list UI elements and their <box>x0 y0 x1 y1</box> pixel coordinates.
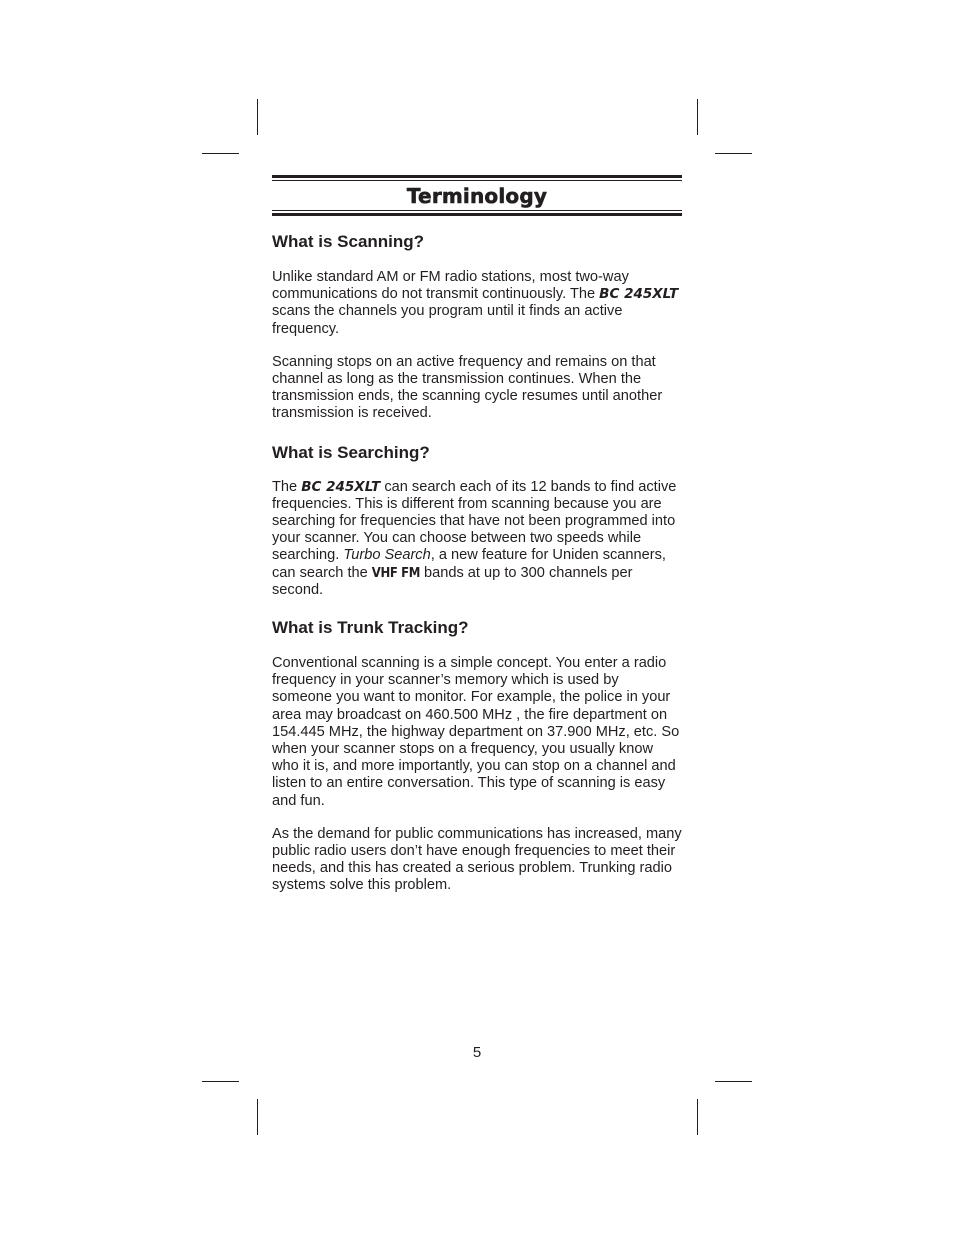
title-rule <box>272 180 682 181</box>
section-heading-scanning: What is Scanning? <box>272 232 425 251</box>
paragraph: Conventional scanning is a simple concept. You enter a radio frequency in your scanner’s memory which is used by someone you want to monitor. For example, the police in your area may broadcast on 460.500 MHz , the fire department on 154.445 MHz, the highway department on 37.900 MHz, etc. So when your scanner stops on a frequency, you usually know who it is, and more importantly, you can stop on a channel and listen to an entire conversation. This type of scanning is easy and fun. <box>272 655 680 809</box>
page-number: 5 <box>472 1044 482 1061</box>
paragraph <box>272 479 682 599</box>
model-name: BC 245XLT <box>301 478 381 495</box>
title-rule <box>272 213 682 216</box>
crop-mark <box>715 1081 752 1082</box>
text-run: can search each of its 12 bands to find active frequencies. This is different from scanning because you are searching for frequencies that have not been programmed into your scanner. You can choose between two speeds while searching. <box>272 478 677 564</box>
crop-mark <box>257 99 258 135</box>
section-heading-trunk-tracking: What is Trunk Tracking? <box>272 618 469 638</box>
text-run: The <box>272 478 302 495</box>
paragraph: Scanning stops on an active frequency and remains on that channel as long as the transmission continues. When the transmission ends, the scanning cycle resumes until another transmission is received. <box>272 353 663 422</box>
crop-mark <box>202 153 239 154</box>
crop-mark <box>202 1081 239 1082</box>
model-name: BC 245XLT <box>599 286 679 303</box>
paragraph <box>272 269 682 338</box>
text-run: scans the channels you program until it finds an active frequency. <box>272 303 623 337</box>
crop-mark <box>257 1099 258 1135</box>
feature-name: Turbo Search <box>343 547 431 564</box>
text-run: , a new feature for Uniden scanners, can search the <box>272 547 666 581</box>
band-name: VHF FM <box>371 565 420 581</box>
page-title: Terminology <box>406 184 548 208</box>
paragraph: As the demand for public communications has increased, many public radio users don’t have enough frequencies to meet their needs, and this has created a serious problem. Trunking radio systems solve this problem. <box>272 825 682 894</box>
title-rule <box>272 175 682 178</box>
crop-mark <box>715 153 752 154</box>
section-heading-searching: What is Searching? <box>272 442 430 462</box>
text-run: Unlike standard AM or FM radio stations, most two-way communications do not transmit continuously. The <box>272 269 629 303</box>
text-run: bands at up to 300 channels per second. <box>272 564 633 598</box>
crop-mark <box>697 99 698 135</box>
crop-mark <box>697 1099 698 1135</box>
title-rule <box>272 210 682 211</box>
title-block <box>272 175 682 216</box>
page-content <box>272 175 682 895</box>
